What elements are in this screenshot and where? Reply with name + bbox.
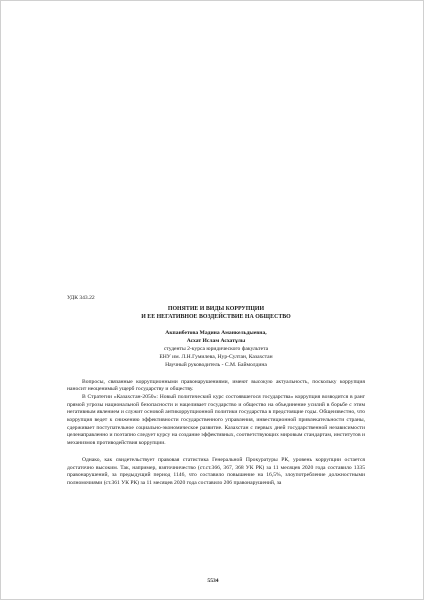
author-name-1: Акпанбетова Мадина Аманкельдыевна, — [165, 329, 267, 336]
paragraph-2: В Стратегии «Казахстан-2050»: Новый политический курс состоявшегося государства» коррупция возводится в ранг прямой угрозы национальной безопасности и нацеливает государство и общество на объединение усилий в борьбе с этим негативным явлением и служит основой антикоррупционной политики государства в предстоящие годы. Общеизвестно, что коррупция ведет к снижению эффективности государственного управления, инвестиционной привлекательности страны, сдерживает поступательное социально-экономическое развитие. Казахстан с первых дней государственной независимости целенаправленно и поэтапно следует курсу на создание эффективных, соответствующих мировым стандартам, институтов и механизмов противодействия коррупции. — [67, 393, 365, 447]
scientific-supervisor: Научный руководитель - С.М. Баймолдина — [165, 362, 267, 369]
title-line-1: ПОНЯТИЕ И ВИДЫ КОРРУПЦИИ — [167, 305, 265, 312]
page-number: 5534 — [207, 578, 219, 584]
article-title — [67, 305, 365, 322]
article-body — [67, 295, 365, 488]
spacer — [67, 370, 365, 379]
paragraph-3: Однако, как свидетельствует правовая статистика Генеральной Прокуратуры РК, уровень коррупции остается достаточно высоким. Так, например, взяточничество (ст.ст.366, 367, 368 УК РК) за 11 месяцев 2020 года составило 1335 правонарушений, за предыдущий период 1146, что составило повышение на 16,5%, злоупотребление должностными полномочиями (ст.361 УК РК) за 11 месяцев 2020 года составило 206 правонарушений, за — [67, 456, 365, 486]
paragraph-1: Вопросы, связанные коррупционными правонарушениями, имеют высокую актуальность, поскольку коррупция наносит неоценимый ущерб государству и обществу. — [67, 378, 365, 393]
author-affiliation-1: студенты 2-курса юридического факультета — [163, 345, 269, 352]
udk-code: УДК 343.22 — [67, 295, 95, 301]
author-affiliation-2: ЕНУ им. Л.Н.Гумилева, Нур-Султан, Казахстан — [159, 354, 273, 361]
author-name-2: Асхат Ислам Асхатұлы — [186, 337, 246, 344]
author-block — [67, 329, 365, 370]
title-line-2: И ЕЕ НЕГАТИВНОЕ ВОЗДЕЙСТВИЕ НА ОБЩЕСТВО — [141, 314, 291, 321]
